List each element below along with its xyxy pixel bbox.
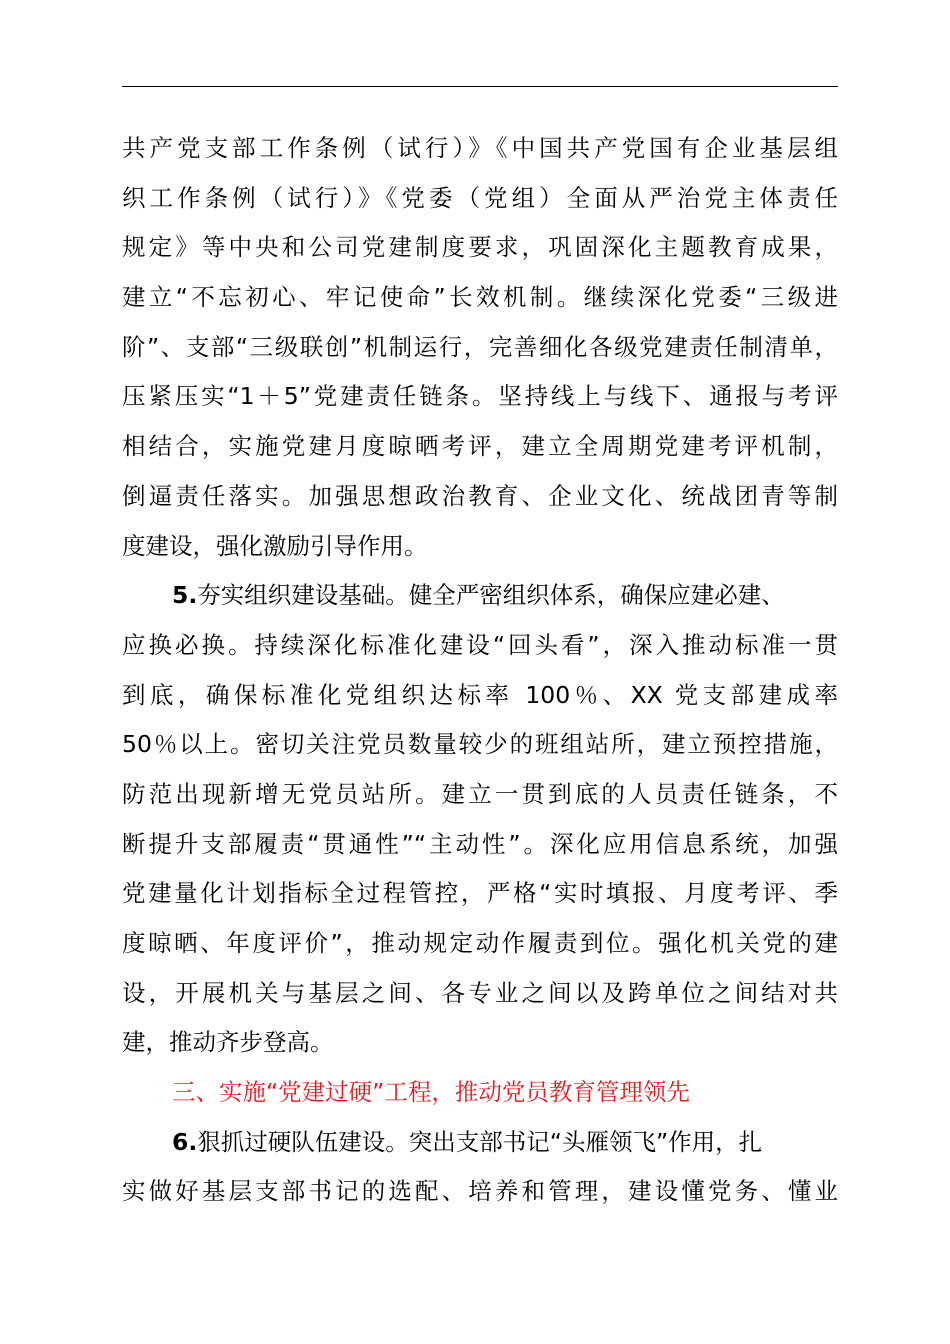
text-line: 实做好基层支部书记的选配、培养和管理，建设懂党务、懂业	[122, 1177, 838, 1206]
text-line: 应换必换。持续深化标准化建设“回头看”，深入推动标准一贯	[122, 630, 838, 659]
text-line: 共产党支部工作条例（试行）》《中国共产党国有企业基层组	[122, 134, 838, 162]
text-line: 设，开展机关与基层之间、各专业之间以及跨单位之间结对共	[122, 978, 838, 1007]
paragraph-5-lead: 夯实组织建设基础。健全严密组织体系，确保应建必建、	[197, 581, 785, 610]
text-line: 防范出现新增无党员站所。建立一贯到底的人员责任链条，不	[122, 779, 838, 808]
text-line: 度建设，强化激励引导作用。	[122, 531, 428, 560]
document-body	[122, 124, 838, 1217]
text-line: 断提升支部履责“贯通性”“主动性”。深化应用信息系统，加强	[122, 829, 838, 858]
header-rule	[122, 86, 838, 87]
text-line: 建立“不忘初心、牢记使命”长效机制。继续深化党委“三级进	[122, 283, 838, 312]
text-line: 阶”、支部“三级联创”机制运行，完善细化各级党建责任制清单，	[122, 332, 838, 361]
text-line: 相结合，实施党建月度晾晒考评，建立全周期党建考评机制，	[122, 432, 838, 461]
text-line: 规定》等中央和公司党建制度要求，巩固深化主题教育成果，	[122, 233, 838, 262]
paragraph-6-number: 6.	[172, 1127, 198, 1156]
paragraph-5-first-line	[122, 571, 838, 621]
paragraph-6-lead: 狠抓过硬队伍建设。突出支部书记“头雁领飞”作用，扎	[197, 1127, 763, 1156]
text-line: 党建量化计划指标全过程管控，严格“实时填报、月度考评、季	[122, 879, 838, 908]
text-line: 50％以上。密切关注党员数量较少的班组站所，建立预控措施，	[122, 730, 838, 759]
text-line: 到底，确保标准化党组织达标率 100％、XX 党支部建成率	[122, 680, 838, 709]
paragraph-6-first-line	[122, 1118, 838, 1168]
text-line: 织工作条例（试行）》《党委（党组）全面从严治党主体责任	[122, 183, 838, 212]
text-line: 倒逼责任落实。加强思想政治教育、企业文化、统战团青等制	[122, 481, 838, 510]
section-3-heading: 三、实施“党建过硬”工程，推动党员教育管理领先	[172, 1078, 690, 1107]
text-line: 建，推动齐步登高。	[122, 1028, 334, 1057]
text-line: 度晾晒、年度评价”，推动规定动作履责到位。强化机关党的建	[122, 929, 838, 957]
text-line: 压紧压实“1＋5”党建责任链条。坚持线上与线下、通报与考评	[122, 382, 838, 411]
paragraph-5-number: 5.	[172, 581, 198, 610]
